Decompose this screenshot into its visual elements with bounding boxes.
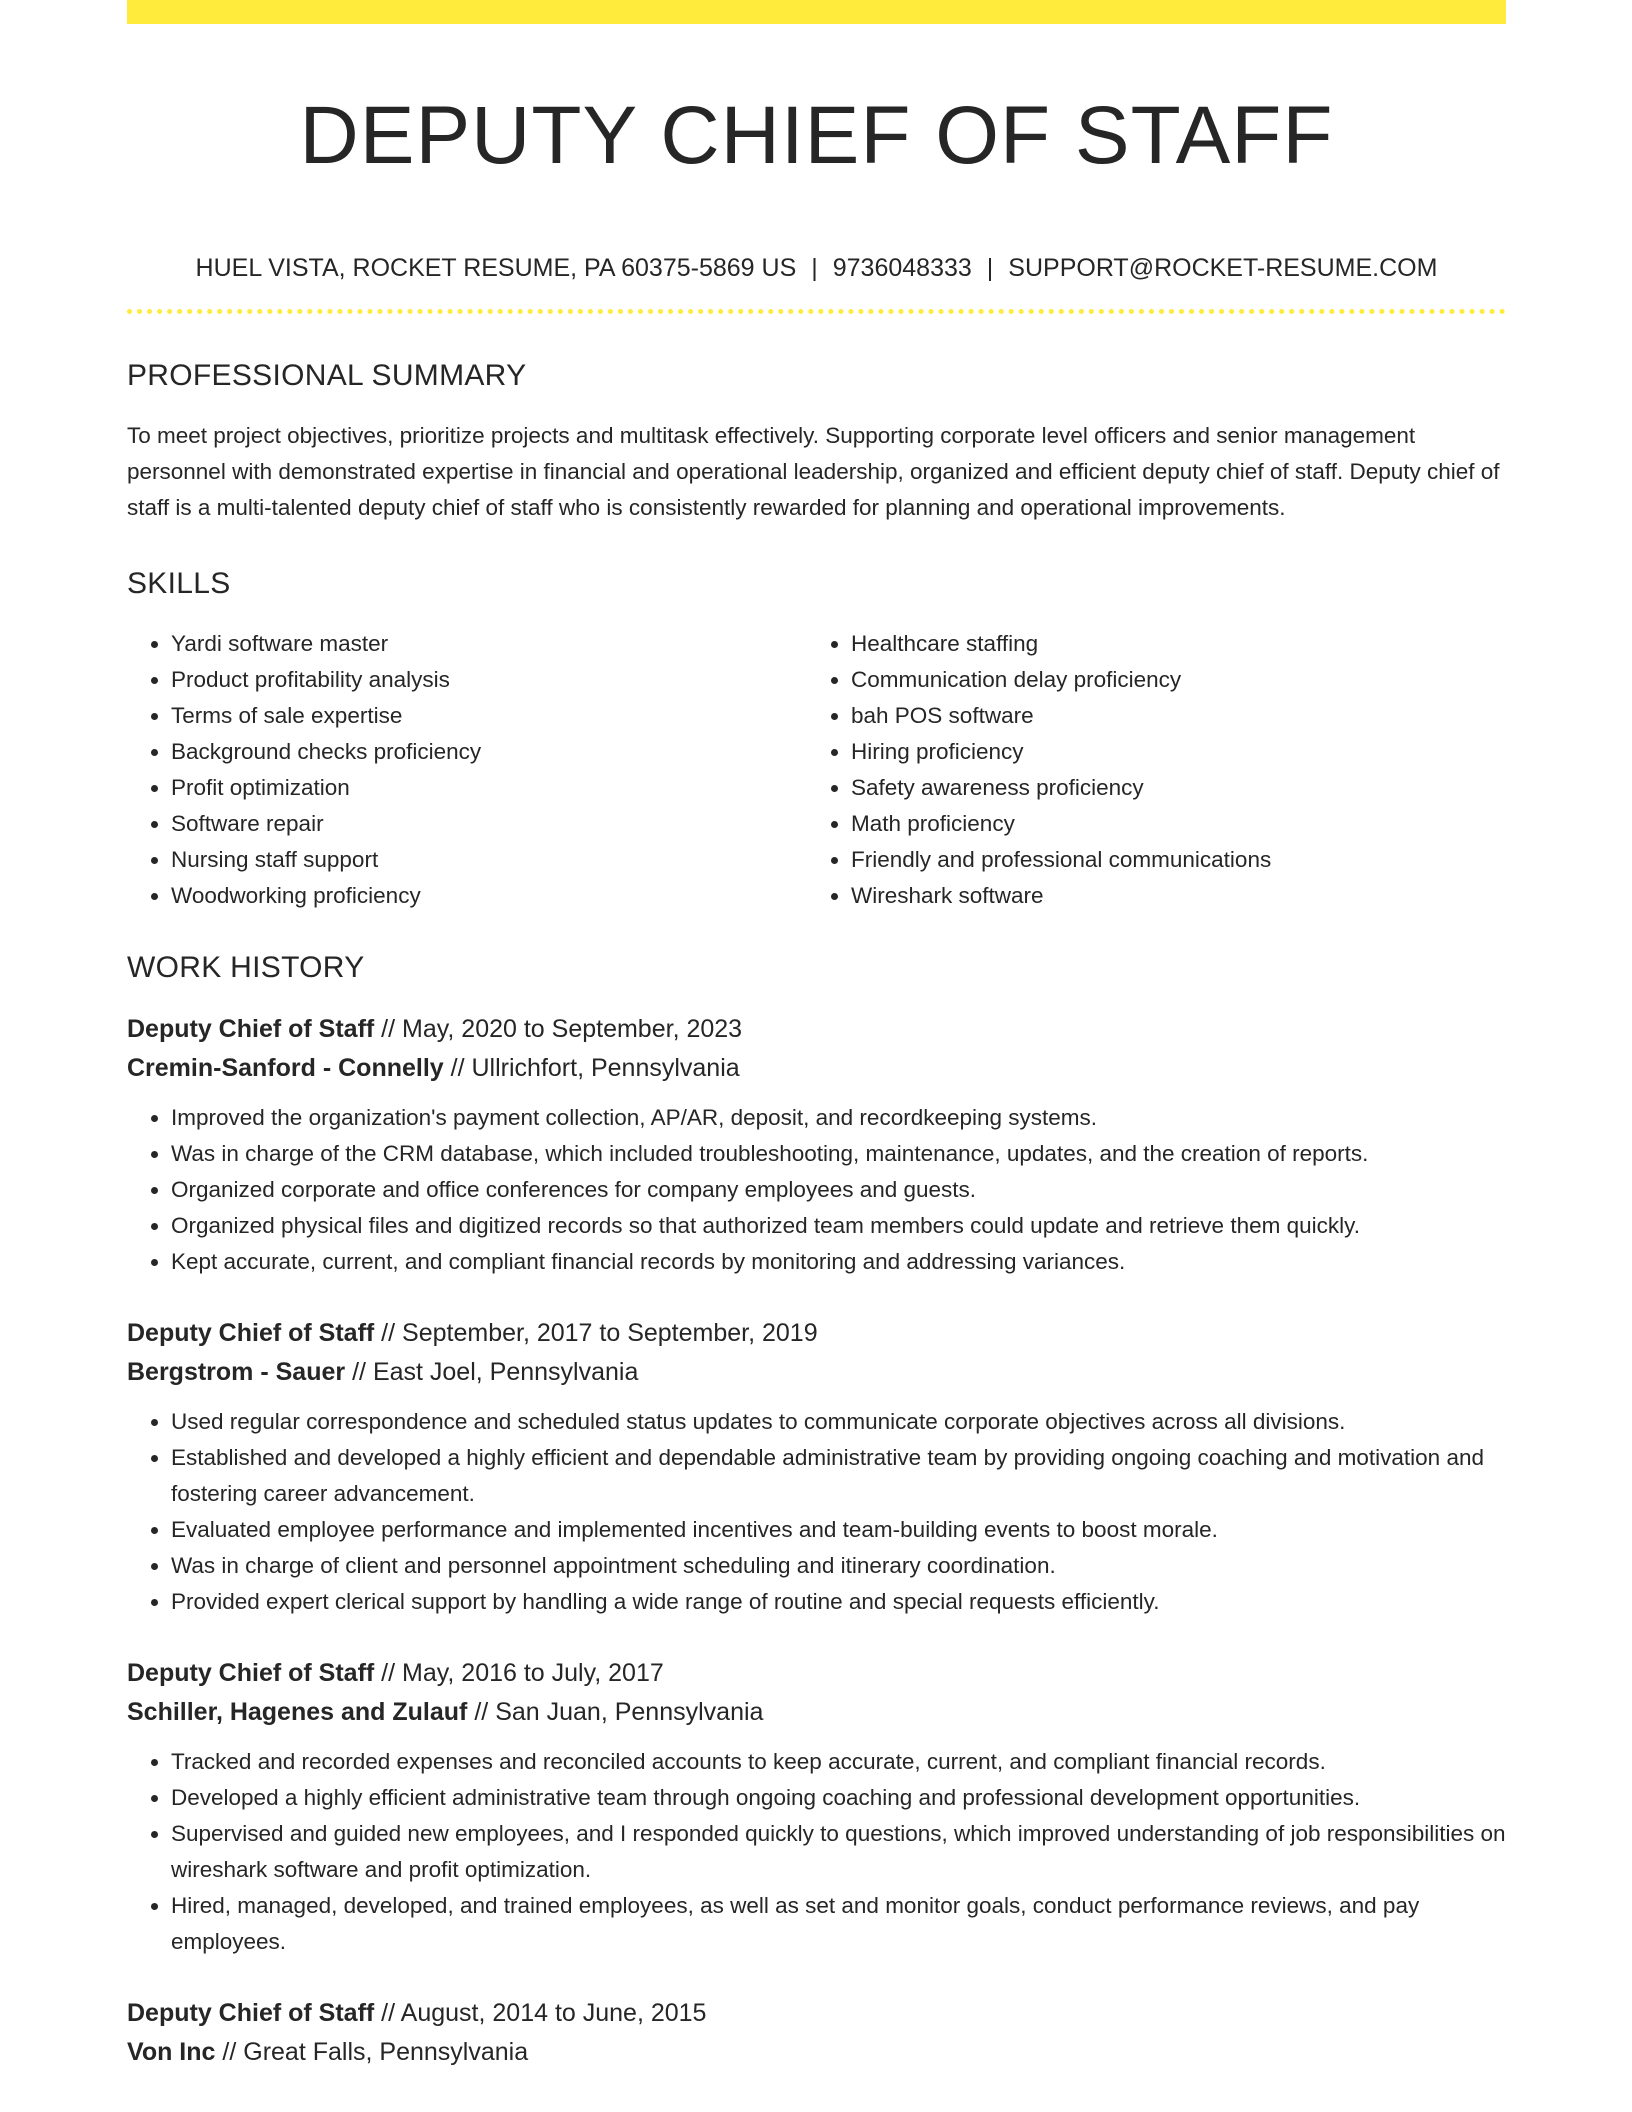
job-bullet: • Evaluated employee performance and implemented incentives and team-building events to boost morale.: [171, 1512, 1506, 1548]
skill-item: • Nursing staff support: [171, 842, 807, 878]
job-bullet: • Hired, managed, developed, and trained employees, as well as set and monitor goals, conduct performance reviews, and pay employees.: [171, 1888, 1506, 1960]
dotted-divider: [127, 309, 1506, 314]
job-bullet: • Improved the organization's payment collection, AP/AR, deposit, and recordkeeping systems.: [171, 1100, 1506, 1136]
skills-grid: [127, 626, 1506, 914]
job-dates: September, 2017 to September, 2019: [402, 1319, 818, 1347]
job-bullet: • Was in charge of the CRM database, which included troubleshooting, maintenance, updates, and the creation of reports.: [171, 1136, 1506, 1172]
job-separator: //: [450, 1054, 465, 1082]
contact-line: [127, 252, 1506, 284]
job-title-line: [127, 1654, 1506, 1693]
contact-separator: |: [986, 254, 994, 282]
job-location: San Juan, Pennsylvania: [495, 1698, 764, 1726]
skill-item: • Profit optimization: [171, 770, 807, 806]
job-bullets: [127, 1100, 1506, 1280]
job-bullet: • Supervised and guided new employees, and I responded quickly to questions, which improved understanding of job responsibilities on wireshark software and profit optimization.: [171, 1816, 1506, 1888]
job-entry: [127, 1994, 1506, 2072]
skill-item: • bah POS software: [851, 698, 1487, 734]
summary-text: To meet project objectives, prioritize projects and multitask effectively. Supporting corporate level officers and senior management personnel with demonstrated expertise in financial and operational leadership, organized and efficient deputy chief of staff. Deputy chief of staff is a multi-talented deputy chief of staff who is consistently rewarded for planning and operational improvements.: [127, 423, 1500, 520]
job-separator: //: [381, 1659, 396, 1687]
skills-list-left: [127, 626, 807, 914]
job-role: Deputy Chief of Staff: [127, 1015, 375, 1043]
job-role: Deputy Chief of Staff: [127, 1999, 375, 2027]
job-company: Von Inc: [127, 2038, 216, 2066]
section-title-work-history: WORK HISTORY: [127, 951, 365, 984]
contact-phone: 9736048333: [832, 254, 972, 282]
job-location: East Joel, Pennsylvania: [372, 1358, 639, 1386]
contact-address: HUEL VISTA, ROCKET RESUME, PA 60375-5869 US: [195, 254, 797, 282]
job-company-line: [127, 1353, 1506, 1392]
job-company: Cremin-Sanford - Connelly: [127, 1054, 444, 1082]
job-company: Schiller, Hagenes and Zulauf: [127, 1698, 468, 1726]
job-title-line: [127, 1994, 1506, 2033]
job-separator: //: [381, 1999, 396, 2027]
skill-item: • Software repair: [171, 806, 807, 842]
work-history-list: [127, 1010, 1506, 2072]
job-company-line: [127, 2033, 1506, 2072]
resume-title: DEPUTY CHIEF OF STAFF: [299, 90, 1334, 181]
skill-item: • Communication delay proficiency: [851, 662, 1487, 698]
job-bullet: • Organized corporate and office conferences for company employees and guests.: [171, 1172, 1506, 1208]
job-dates: May, 2020 to September, 2023: [402, 1015, 743, 1043]
job-bullet: • Was in charge of client and personnel appointment scheduling and itinerary coordination.: [171, 1548, 1506, 1584]
job-separator: //: [352, 1358, 366, 1386]
job-entry: [127, 1010, 1506, 1280]
skill-item: • Math proficiency: [851, 806, 1487, 842]
job-bullet: • Organized physical files and digitized records so that authorized team members could update and retrieve them quickly.: [171, 1208, 1506, 1244]
job-bullets: [127, 1404, 1506, 1620]
skill-item: • Background checks proficiency: [171, 734, 807, 770]
skill-item: • Hiring proficiency: [851, 734, 1487, 770]
job-bullet: • Tracked and recorded expenses and reconciled accounts to keep accurate, current, and compliant financial records.: [171, 1744, 1506, 1780]
job-location: Ullrichfort, Pennsylvania: [471, 1054, 740, 1082]
contact-separator: |: [811, 254, 818, 282]
section-title-skills: SKILLS: [127, 567, 231, 600]
skill-item: • Safety awareness proficiency: [851, 770, 1487, 806]
job-bullet: • Provided expert clerical support by handling a wide range of routine and special requests efficiently.: [171, 1584, 1506, 1620]
skill-item: • Product profitability analysis: [171, 662, 807, 698]
job-separator: //: [474, 1698, 489, 1726]
job-location: Great Falls, Pennsylvania: [243, 2038, 529, 2066]
job-bullets: [127, 1744, 1506, 1960]
job-separator: //: [222, 2038, 237, 2066]
skill-item: • Friendly and professional communications: [851, 842, 1487, 878]
skill-item: • Yardi software master: [171, 626, 807, 662]
job-dates: August, 2014 to June, 2015: [400, 1999, 707, 2027]
job-separator: //: [381, 1015, 396, 1043]
job-role: Deputy Chief of Staff: [127, 1659, 375, 1687]
contact-email[interactable]: SUPPORT@ROCKET-RESUME.COM: [1008, 254, 1438, 282]
skill-item: • Healthcare staffing: [851, 626, 1487, 662]
job-separator: //: [381, 1319, 396, 1347]
job-entry: [127, 1314, 1506, 1620]
job-role: Deputy Chief of Staff: [127, 1319, 375, 1347]
section-title-summary: PROFESSIONAL SUMMARY: [127, 359, 527, 392]
job-bullet: • Kept accurate, current, and compliant financial records by monitoring and addressing variances.: [171, 1244, 1506, 1280]
accent-top-bar: [127, 0, 1506, 24]
job-company-line: [127, 1049, 1506, 1088]
skill-item: • Wireshark software: [851, 878, 1487, 914]
skill-item: • Terms of sale expertise: [171, 698, 807, 734]
job-title-line: [127, 1314, 1506, 1353]
job-company-line: [127, 1693, 1506, 1732]
skill-item: • Woodworking proficiency: [171, 878, 807, 914]
job-dates: May, 2016 to July, 2017: [402, 1659, 664, 1687]
resume-page: [127, 0, 1506, 2072]
job-bullet: • Established and developed a highly efficient and dependable administrative team by providing ongoing coaching and motivation and fostering career advancement.: [171, 1440, 1506, 1512]
job-title-line: [127, 1010, 1506, 1049]
skills-list-right: [807, 626, 1487, 914]
job-entry: [127, 1654, 1506, 1960]
job-company: Bergstrom - Sauer: [127, 1358, 346, 1386]
job-bullet: • Used regular correspondence and scheduled status updates to communicate corporate objectives across all divisions.: [171, 1404, 1506, 1440]
job-bullet: • Developed a highly efficient administrative team through ongoing coaching and professional development opportunities.: [171, 1780, 1506, 1816]
